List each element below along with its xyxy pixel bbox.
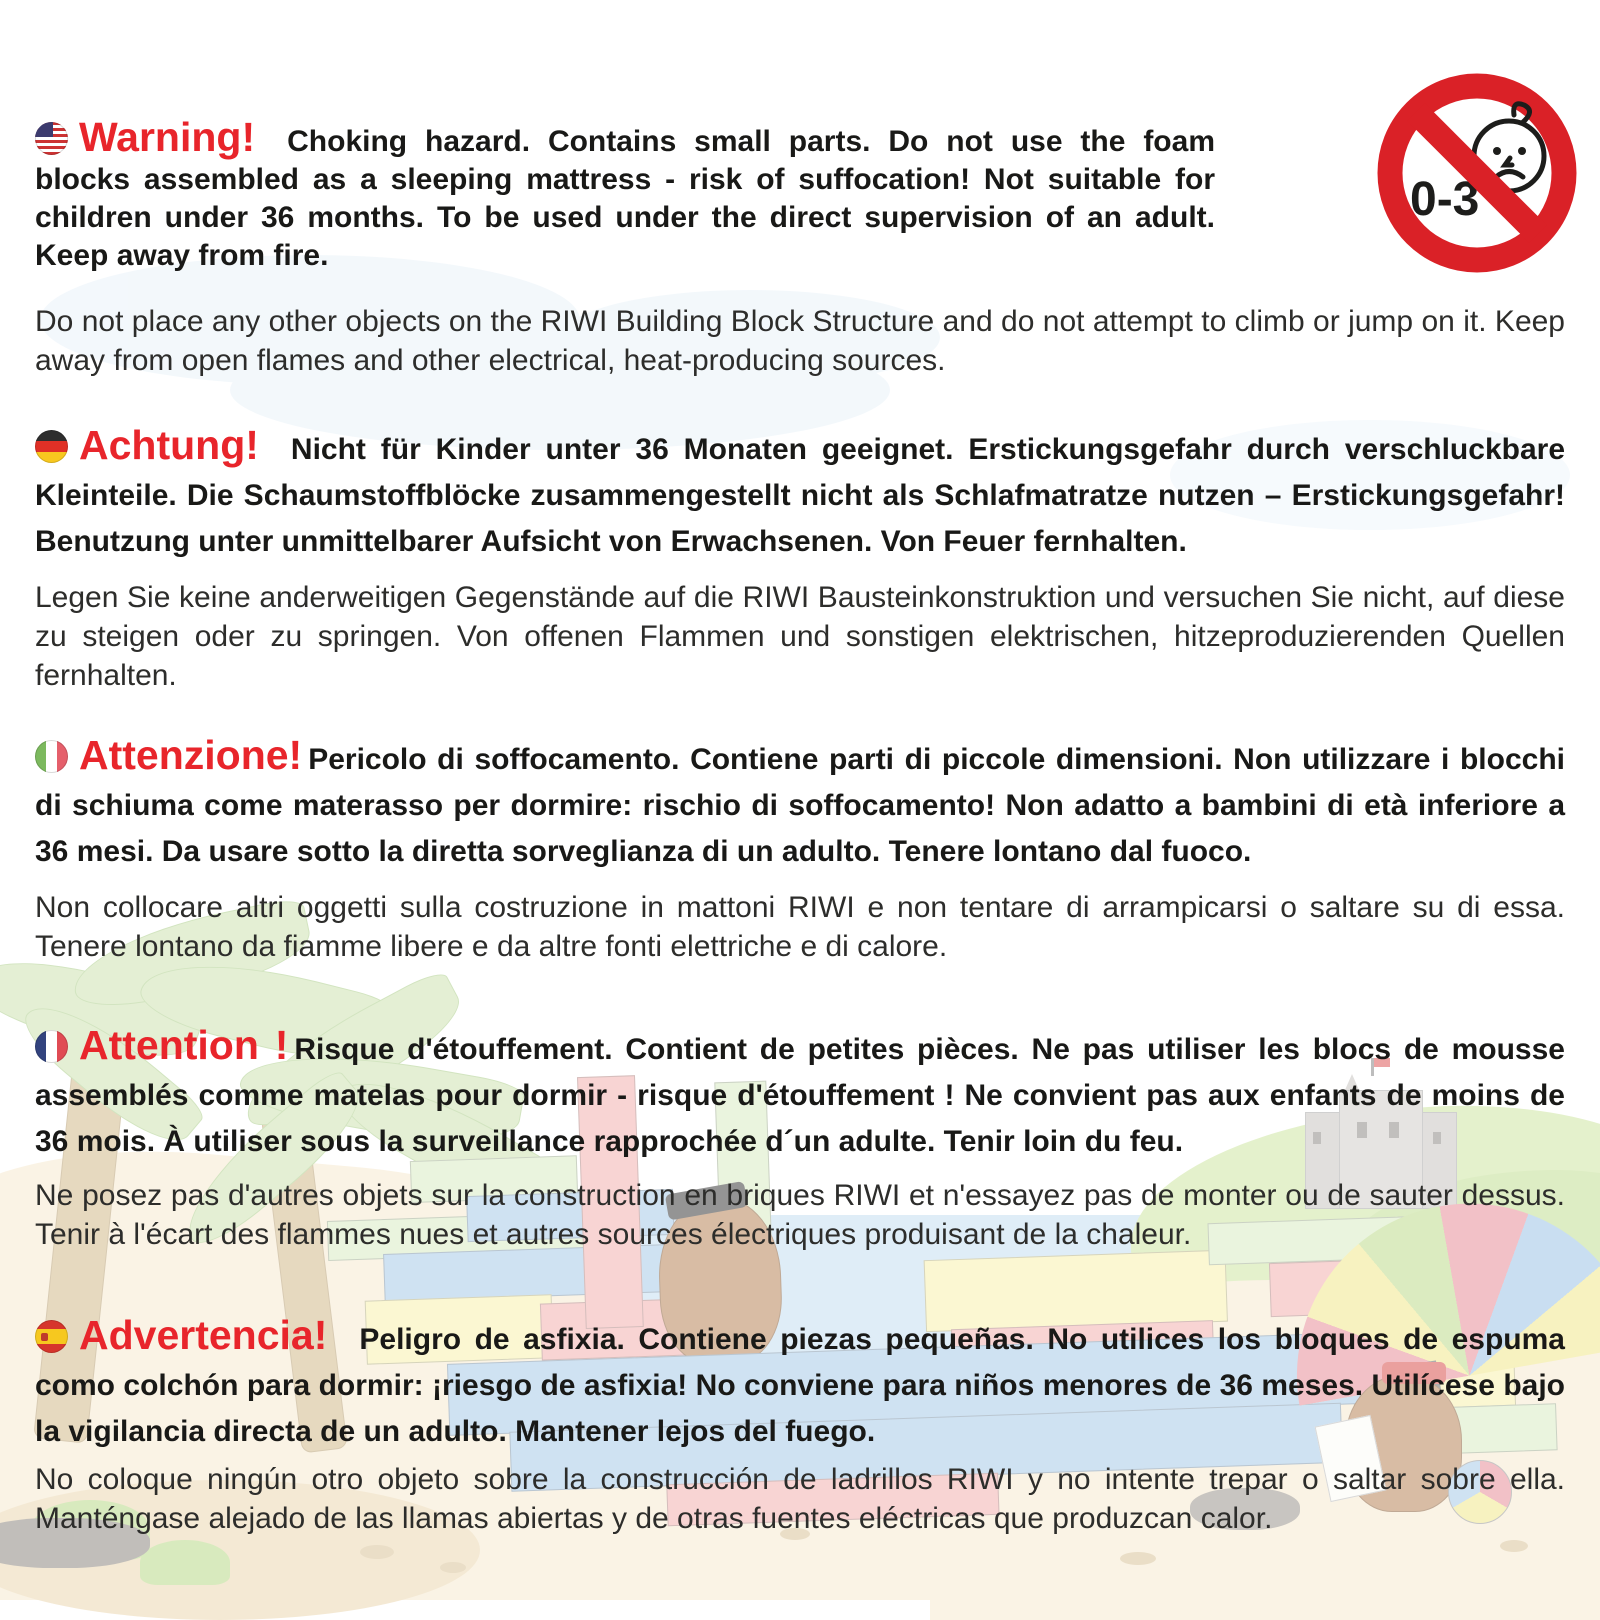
warning-en-text: Choking hazard. Contains small parts. Do not use the foam blocks assembled as a sleeping mattress - risk of suffocation! Not suitable for children under 36 months. To be used under the direct supervision of an adult. Keep away from fire.	[35, 125, 1215, 272]
warning-de-bold	[35, 422, 1565, 565]
italy-flag-icon	[35, 740, 68, 773]
warning-en-heading: Warning!	[79, 114, 256, 160]
spain-flag-icon	[35, 1320, 68, 1353]
warning-de-text: Nicht für Kinder unter 36 Monaten geeignet. Erstickungsgefahr durch verschluckbare Kleinteile. Die Schaumstoffblöcke zusammengestellt nicht als Schlafmatratze nutzen – Erstickungsgefahr! Benutzung unter unmittelbarer Aufsicht von Erwachsenen. Von Feuer fernhalten.	[35, 433, 1565, 558]
usa-flag-icon	[35, 122, 68, 155]
age-range-label: 0-3	[1410, 173, 1480, 226]
warning-es-heading: Advertencia!	[79, 1312, 328, 1358]
warning-de-heading: Achtung!	[79, 422, 259, 468]
germany-flag-icon	[35, 430, 68, 463]
warning-it-text: Pericolo di soffocamento. Contiene parti di piccole dimensioni. Non utilizzare i blocchi di schiuma come materasso per dormire: rischio di soffocamento! Non adatto a bambini di età inferiore a 36 mesi. Da usare sotto la diretta sorveglianza di un adulto. Tenere lontano dal fuoco.	[35, 743, 1565, 868]
warning-fr-bold	[35, 1022, 1565, 1165]
grass-tuft	[140, 1540, 230, 1585]
warning-it-body: Non collocare altri oggetti sulla costruzione in mattoni RIWI e non tentare di arrampicarsi o saltare su di essa. Tenere lontano da fiamme libere e da altre fonti elettriche e di calore.	[35, 891, 1565, 963]
warning-es-body: No coloque ningún otro objeto sobre la construcción de ladrillos RIWI y no intente trepar o saltar sobre ella. Manténgase alejado de las llamas abiertas y de otras fuentes eléctricas que produzcan calor.	[35, 1463, 1565, 1535]
warning-es-text: Peligro de asfixia. Contiene piezas pequeñas. No utilices los bloques de espuma como colchón para dormir: ¡riesgo de asfixia! No conviene para niños menores de 36 meses. Utilícese bajo la vigilancia directa de un adulto. Mantener lejos del fuego.	[35, 1323, 1565, 1448]
warning-fr-body: Ne posez pas d'autres objets sur la construction en briques RIWI et n'essayez pas de monter ou de sauter dessus. Tenir à l'écart des flammes nues et autres sources électriques produisant de la chaleur.	[35, 1179, 1565, 1251]
france-flag-icon	[35, 1030, 68, 1063]
warning-fr-text: Risque d'étouffement. Contient de petites pièces. Ne pas utiliser les blocs de mousse assemblés comme matelas pour dormir - risque d'étouffement ! Ne convient pas aux enfants de moins de 36 mois. À utiliser sous la surveillance rapprochée d´un adulte. Tenir loin du feu.	[35, 1033, 1565, 1158]
warning-it-bold	[35, 732, 1565, 875]
warning-it-heading: Attenzione!	[79, 732, 303, 778]
warning-en-body: Do not place any other objects on the RIWI Building Block Structure and do not attempt to climb or jump on it. Keep away from open flames and other electrical, heat-producing sources.	[35, 305, 1565, 377]
warning-fr-heading: Attention !	[79, 1022, 289, 1068]
warning-en-bold	[35, 114, 1215, 275]
warning-de-body: Legen Sie keine anderweitigen Gegenstände auf die RIWI Bausteinkonstruktion und versuchen Sie nicht, auf diese zu steigen oder zu springen. Von offenen Flammen und sonstigen elektrischen, hitzeproduzierenden Quellen fernhalten.	[35, 581, 1565, 692]
warning-es-bold	[35, 1312, 1565, 1455]
age-0-3-prohibition-icon	[1376, 72, 1578, 274]
